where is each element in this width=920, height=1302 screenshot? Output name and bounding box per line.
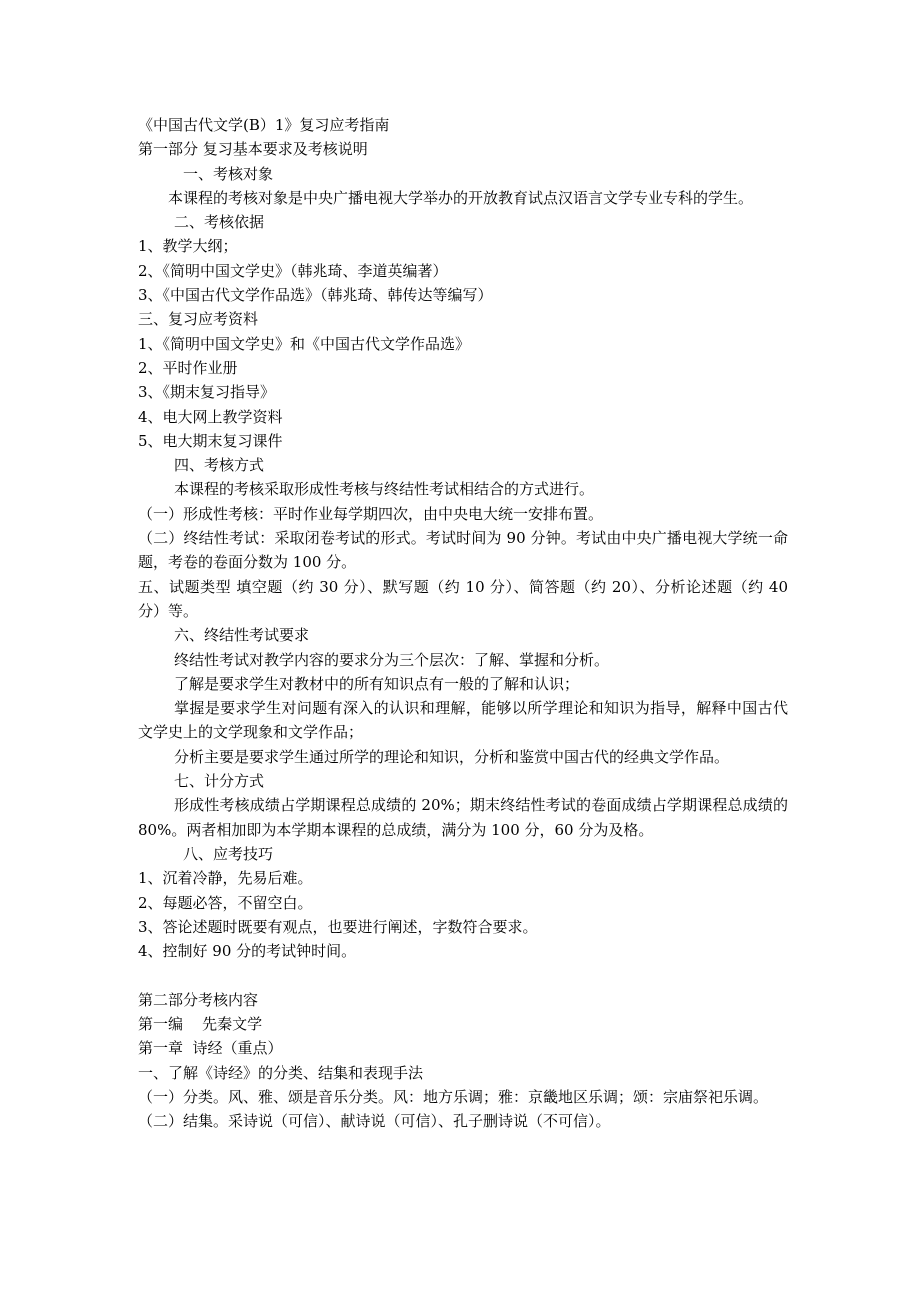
part2-sub: （一）分类。风、雅、颂是音乐分类。风：地方乐调；雅：京畿地区乐调；颂：宗庙祭祀乐调。 [138, 1087, 769, 1106]
part2-heading: 第二部分考核内容 [138, 990, 259, 1009]
s4-heading: 四、考核方式 [174, 456, 265, 475]
s3-heading: 三、复习应考资料 [138, 310, 259, 329]
list-item: 1、《简明中国文学史》和《中国古代文学作品选》 [138, 334, 471, 353]
s1-heading: 一、考核对象 [183, 164, 274, 183]
list-item: 3、《中国古代文学作品选》（韩兆琦、韩传达等编写） [138, 286, 493, 305]
spacer [138, 963, 788, 987]
list-item: 2、每题必答，不留空白。 [138, 893, 313, 912]
s7-text: 形成性考核成绩占学期课程总成绩的 20%；期末终结性考试的卷面成绩占学期课程总成绩的 80%。两者相加即为本学期本课程的总成绩，满分为 100 分，60 分为及格。 [138, 796, 788, 839]
list-item: 4、电大网上教学资料 [138, 407, 283, 426]
s6-paragraph: 了解是要求学生对教材中的所有知识点有一般的了解和认识； [174, 674, 580, 693]
list-item: 1、沉着冷静，先易后难。 [138, 869, 313, 888]
list-item: 5、电大期末复习课件 [138, 431, 283, 450]
part2-section: 第一编 先秦文学 [138, 1014, 263, 1033]
s5-text: 五、试题类型 填空题（约 30 分）、默写题（约 10 分）、简答题（约 20）、分析论述题（约 40 分）等。 [138, 577, 788, 620]
list-item: 3、《期末复习指导》 [138, 383, 276, 402]
s6-heading: 六、终结性考试要求 [174, 626, 310, 645]
part2-sub: （二）结集。采诗说（可信）、献诗说（可信）、孔子删诗说（不可信）。 [138, 1112, 611, 1131]
list-item: 2、平时作业册 [138, 358, 238, 377]
s7-heading: 七、计分方式 [174, 772, 265, 791]
document-page [138, 113, 788, 1133]
part2-point: 一、了解《诗经》的分类、结集和表现手法 [138, 1063, 424, 1082]
s4-intro: 本课程的考核采取形成性考核与终结性考试相结合的方式进行。 [174, 480, 595, 499]
s4-formative: （一）形成性考核：平时作业每学期四次，由中央电大统一安排布置。 [138, 504, 604, 523]
list-item: 1、教学大纲； [138, 237, 238, 256]
list-item: 4、控制好 90 分的考试钟时间。 [138, 942, 357, 961]
part1-heading: 第一部分 复习基本要求及考核说明 [138, 140, 368, 159]
s1-text: 本课程的考核对象是中央广播电视大学举办的开放教育试点汉语言文学专业专科的学生。 [168, 188, 754, 207]
list-item: 3、答论述题时既要有观点，也要进行阐述，字数符合要求。 [138, 917, 538, 936]
s2-heading: 二、考核依据 [174, 213, 265, 232]
s6-paragraph: 分析主要是要求学生通过所学的理论和知识，分析和鉴赏中国古代的经典文学作品。 [174, 747, 730, 766]
part2-chapter: 第一章 诗经（重点） [138, 1039, 283, 1058]
s6-paragraph: 掌握是要求学生对问题有深入的认识和理解，能够以所学理论和知识为指导，解释中国古代文学史上的文学现象和文学作品； [138, 699, 788, 742]
s6-paragraph: 终结性考试对教学内容的要求分为三个层次：了解、掌握和分析。 [174, 650, 610, 669]
s8-heading: 八、应考技巧 [183, 844, 274, 863]
list-item: 2、《简明中国文学史》（韩兆琦、李道英编著） [138, 261, 448, 280]
s4-summative: （二）终结性考试：采取闭卷考试的形式。考试时间为 90 分钟。考试由中央广播电视大学统一命题，考卷的卷面分数为 100 分。 [138, 529, 788, 572]
document-title: 《中国古代文学(B）1》复习应考指南 [138, 116, 390, 134]
